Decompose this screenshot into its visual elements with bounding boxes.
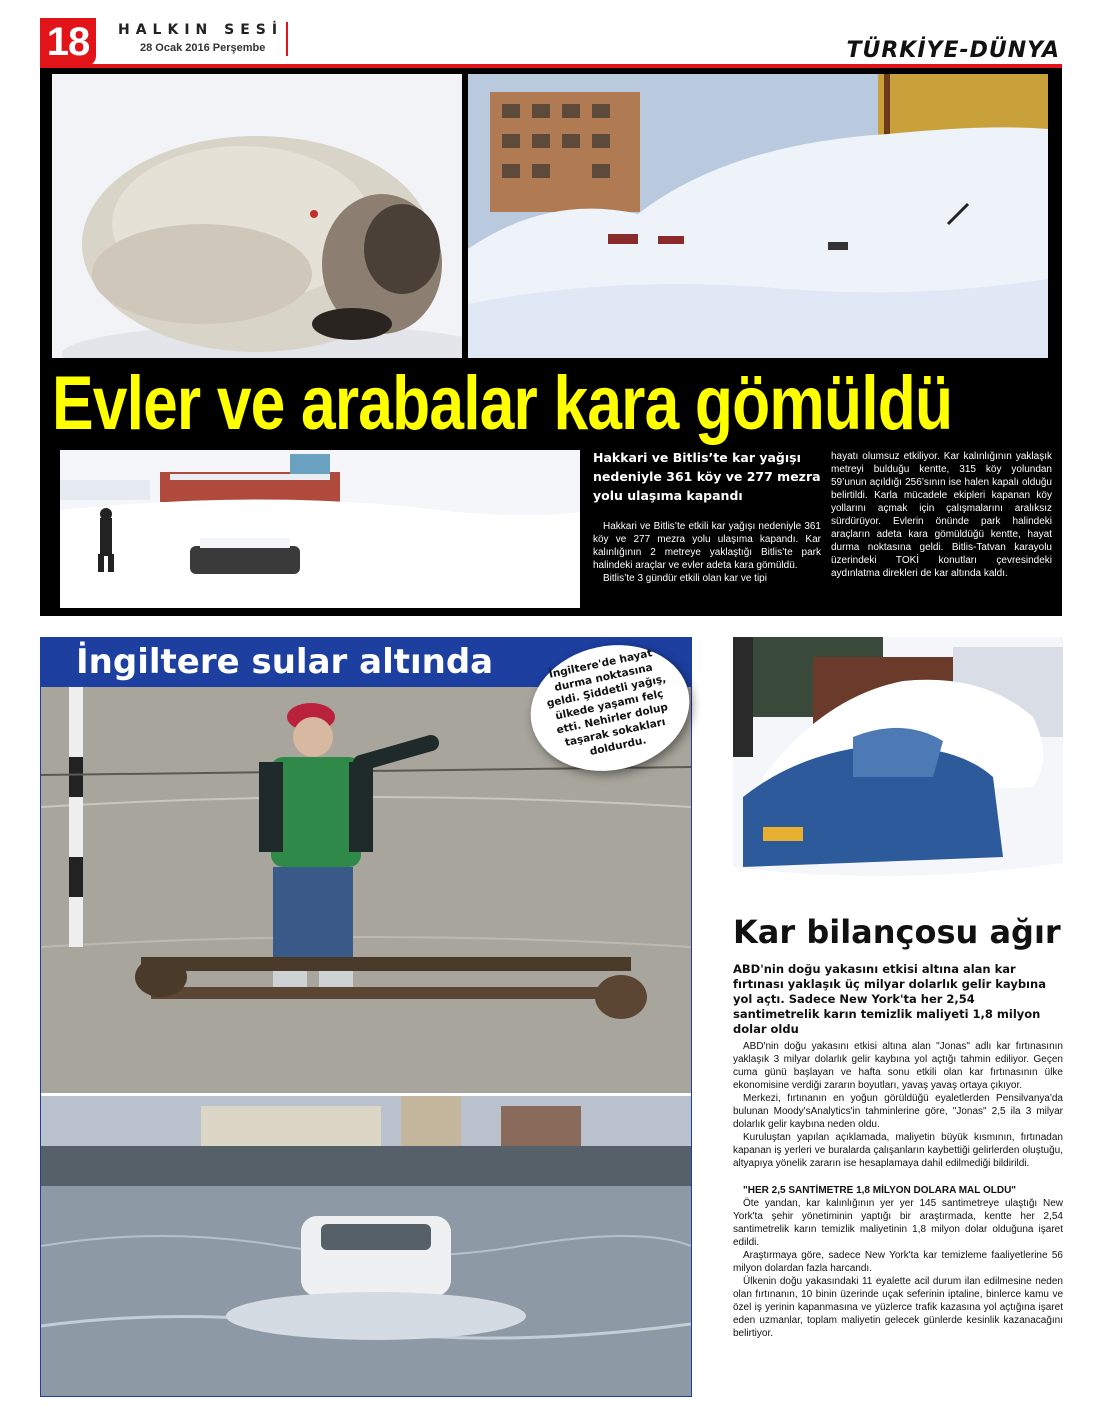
- paper-name: HALKIN SESİ: [118, 22, 284, 38]
- abd-paragraph: Kuruluştan yapılan açıklamada, maliyetin büyük kısmının, fırtınadan kapanan iş yerleri ve buralarda çalışanların kaybettiği gelirlerden oluştuğu, altyapıya yönelik zararın ise hesaplamaya dahil edilmediği bildirildi.: [733, 1132, 1063, 1169]
- abd-body: [733, 1040, 1063, 1340]
- top-headline: Evler ve arabalar kara gömüldü: [52, 361, 953, 446]
- photo-dog-in-snow: [52, 74, 462, 358]
- top-subheadline: Hakkari ve Bitlis’te kar yağışı nedeniyle 361 köy ve 277 mezra yolu ulaşıma kapandı: [593, 450, 821, 503]
- photo-snow-covered-car: [733, 637, 1063, 913]
- top-body-paragraph: Hakkari ve Bitlis’te etkili kar yağışı nedeniyle 361 köy ve 277 mezra yolu ulaşıma kapandı. Kar kalınlığının 2 metreye yaklaştığı Bitlis’te park halindeki araçlar ve evler adeta kara gömüldü.: [593, 521, 821, 571]
- photo-buried-cars: [468, 74, 1048, 358]
- england-callout-bubble: İngiltere'de hayat durma noktasına geldi. Şiddetli yağış, ülkede yaşamı felç etti. Nehirler dolup taşarak sokakları doldurdu.: [519, 631, 701, 786]
- abd-paragraph: ABD'nin doğu yakasını etkisi altına alan "Jonas" adlı kar fırtınasının yaklaşık 3 milyar dolarlık gelir kaybına yol açtığı tahmin ediliyor. Geçen cuma günü başlayan ve hafta sonu etkili olan kar fırtınasının ülke ekonomisine verdiği zararın boyutları, yavaş yavaş ortaya çıkıyor.: [733, 1041, 1063, 1091]
- masthead-divider: [286, 22, 288, 56]
- england-headline: İngiltere sular altında: [76, 642, 494, 682]
- top-body-column-2: [831, 450, 1052, 580]
- page-number: 18: [40, 18, 96, 66]
- top-body-paragraph: Bitlis’te 3 gündür etkili olan kar ve tipi: [603, 573, 767, 584]
- photo-man-and-buried-car: [60, 450, 580, 608]
- abd-headline: Kar bilançosu ağır: [733, 913, 1061, 951]
- abd-paragraph: Öte yandan, kar kalınlığının yer yer 145 santimetreye ulaştığı New York'ta şehir yönetiminin yaptığı bir araştırmada, kentte her 2,54 santimetrelik karın temizlik maliyetinin 1,8 milyon dolar olduğuna işaret edildi.: [733, 1198, 1063, 1248]
- abd-paragraph: Merkezi, fırtınanın en yoğun görüldüğü eyaletlerden Pensilvanya'da bulunan Moody'sAnalytics'in tahminlerine göre, "Jonas" 2,5 ila 3 milyar dolarlık gelir kaybına neden oldu.: [733, 1093, 1063, 1130]
- abd-lead: ABD'nin doğu yakasını etkisi altına alan kar fırtınası yaklaşık üç milyar dolarlık gelir kaybına yol açtı. Sadece New York'ta her 2,54 santimetrelik karın temizlik maliyeti 1,8 milyon dolar oldu: [733, 962, 1046, 1036]
- top-body-column-1: [593, 520, 821, 585]
- issue-date: 28 Ocak 2016 Perşembe: [140, 42, 266, 54]
- top-body-paragraph: hayatı olumsuz etkiliyor. Kar kalınlığının yaklaşık metreyi bulduğu kentte, 315 köy yolundan 59’unun açıldığı 256’sının ise halen kapalı olduğu belirtildi. Karla mücadele ekipleri kapanan köy yollarını açmak için çalışmalarını aralıksız sürdürüyor. Evlerin önünde park halindeki araçların adeta kara gömüldüğü kentte, hayat durma noktasına geldi. Bitlis-Tatvan karayolu üzerindeki TOKİ konutları çevresindeki aydınlatma direkleri de kar altında kaldı.: [831, 451, 1052, 579]
- abd-paragraph: Ülkenin doğu yakasındaki 11 eyalette acil durum ilan edilmesine neden olan fırtınanın, 10 binin üzerinde uçak seferinin iptaline, binlerce kamu ve özel iş yerinin kapanmasına ve yüzlerce trafik kazasına yol açtığına işaret eden uzmanlar, toplam maliyetin gelecek günlerde kesinlik kazanacağını belirtiyor.: [733, 1276, 1063, 1339]
- abd-subhead: "HER 2,5 SANTİMETRE 1,8 MİLYON DOLARA MAL OLDU": [743, 1185, 1017, 1196]
- masthead: [118, 22, 288, 54]
- photo-car-in-flood: [41, 1096, 691, 1396]
- section-title: TÜRKİYE-DÜNYA: [846, 38, 1060, 63]
- abd-paragraph: Araştırmaya göre, sadece New York'ta kar temizleme faaliyetlerine 56 milyon dolardan fazla harcandı.: [733, 1250, 1063, 1274]
